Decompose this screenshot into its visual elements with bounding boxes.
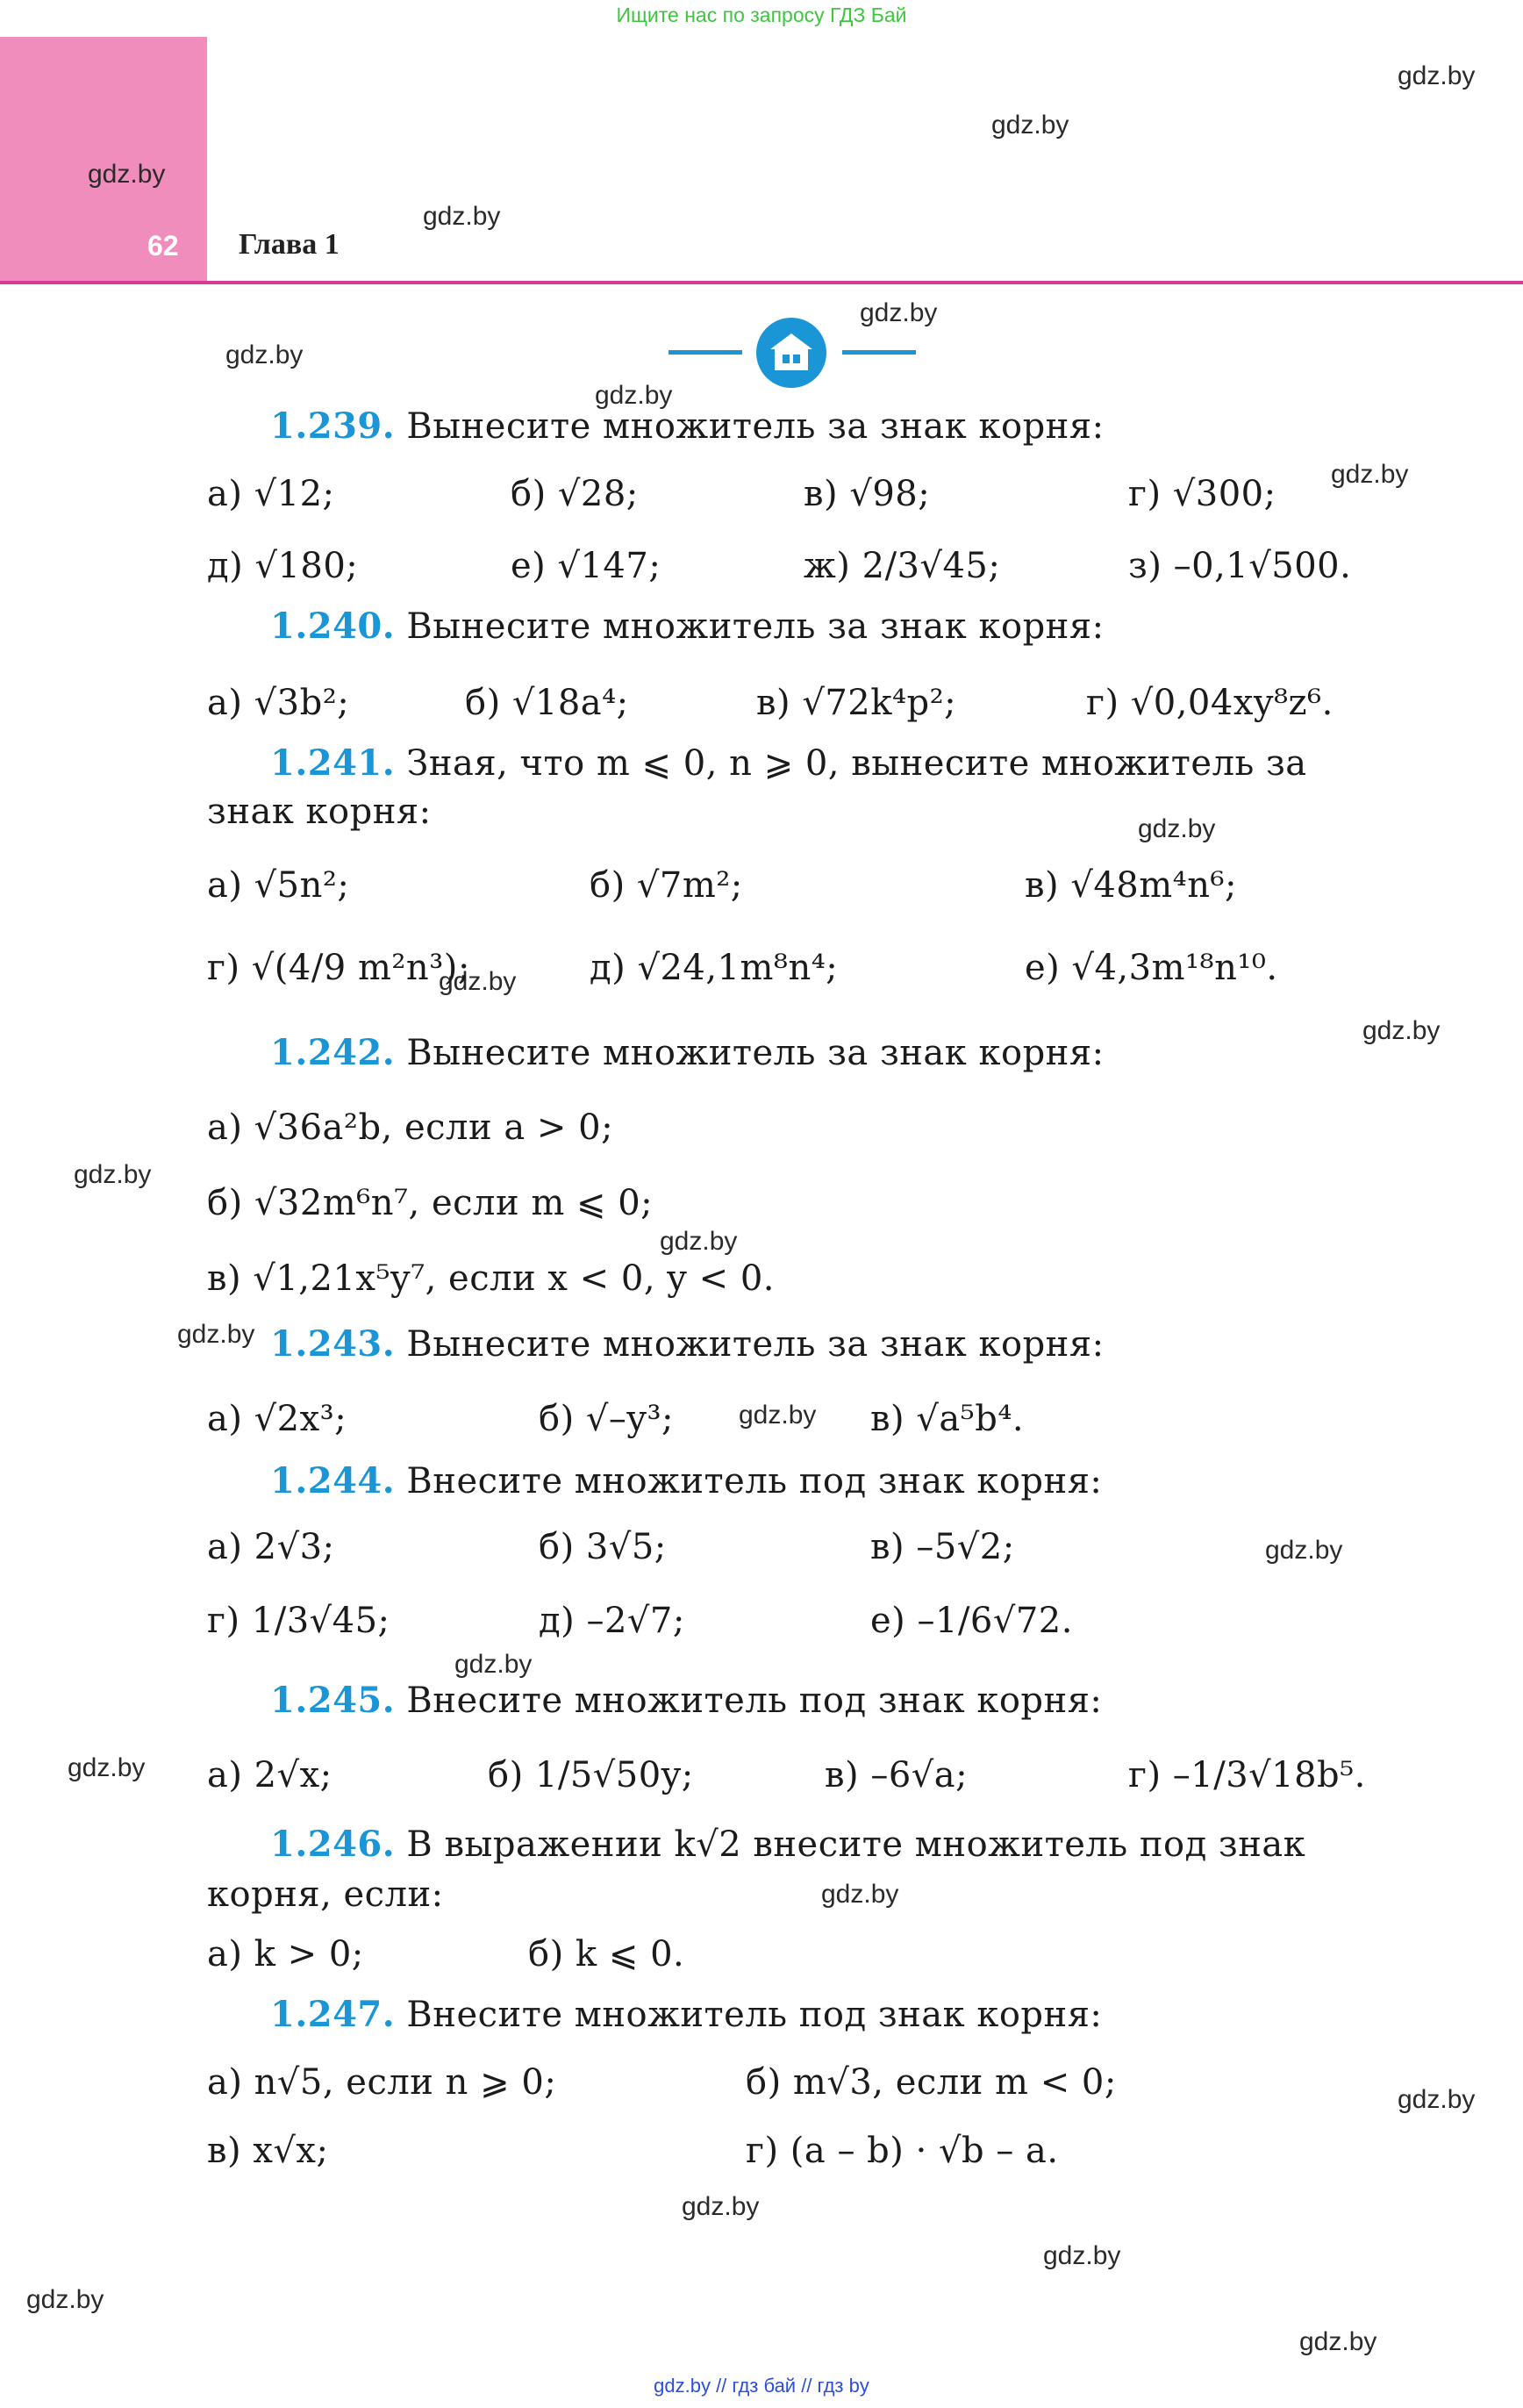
exercise-title: Вынесите множитель за знак корня: bbox=[406, 406, 1105, 447]
exercise-item: б) 1/5√50y; bbox=[488, 1755, 694, 1795]
watermark: gdz.by bbox=[991, 111, 1069, 140]
watermark: gdz.by bbox=[1265, 1536, 1343, 1565]
exercise-number: 1.244. bbox=[270, 1460, 396, 1501]
exercise-item: е) –1/6√72. bbox=[870, 1601, 1073, 1641]
exercise-title: Вынесите множитель за знак корня: bbox=[406, 1033, 1105, 1073]
top-banner: Ищите нас по запросу ГДЗ Бай bbox=[616, 4, 907, 26]
exercise-1-243-heading bbox=[270, 1323, 1105, 1365]
watermark: gdz.by bbox=[1362, 1016, 1441, 1045]
exercise-1-240-heading bbox=[270, 606, 1105, 647]
home-icon bbox=[756, 318, 826, 388]
exercise-item: г) √(4/9 m²n³); bbox=[207, 948, 470, 988]
exercise-item: ж) 2/3√45; bbox=[804, 546, 1001, 586]
watermark: gdz.by bbox=[595, 381, 673, 410]
exercise-title: Внесите множитель под знак корня: bbox=[406, 1681, 1103, 1721]
watermark: gdz.by bbox=[660, 1227, 738, 1256]
header-rule bbox=[0, 281, 1523, 284]
exercise-number: 1.247. bbox=[270, 1994, 396, 2035]
exercise-item: з) –0,1√500. bbox=[1128, 546, 1352, 586]
exercise-title: Внесите множитель под знак корня: bbox=[406, 1461, 1103, 1501]
chapter-title: Глава 1 bbox=[239, 228, 340, 261]
exercise-item: б) √7m²; bbox=[590, 865, 743, 906]
divider-right bbox=[842, 350, 916, 355]
exercise-title: Внесите множитель под знак корня: bbox=[406, 1995, 1103, 2035]
exercise-item: г) –1/3√18b⁵. bbox=[1128, 1755, 1366, 1795]
exercise-item: б) m√3, если m < 0; bbox=[746, 2062, 1117, 2103]
watermark: gdz.by bbox=[1331, 460, 1409, 489]
exercise-item: в) x√x; bbox=[207, 2131, 329, 2171]
exercise-item: б) √18a⁴; bbox=[465, 683, 629, 723]
watermark: gdz.by bbox=[439, 967, 517, 996]
exercise-number: 1.243. bbox=[270, 1323, 396, 1365]
watermark: gdz.by bbox=[1398, 2085, 1476, 2114]
watermark: gdz.by bbox=[682, 2192, 760, 2221]
exercise-item: в) √48m⁴n⁶; bbox=[1025, 865, 1237, 906]
watermark: gdz.by bbox=[739, 1401, 817, 1430]
exercise-item: б) √28; bbox=[511, 474, 639, 514]
watermark: gdz.by bbox=[860, 298, 938, 327]
watermark: gdz.by bbox=[1398, 61, 1476, 90]
exercise-item: б) k ⩽ 0. bbox=[528, 1934, 685, 1974]
exercise-item: б) √32m⁶n⁷, если m ⩽ 0; bbox=[207, 1183, 654, 1223]
exercise-title-continued: корня, если: bbox=[207, 1874, 444, 1915]
exercise-item: в) –5√2; bbox=[870, 1527, 1015, 1567]
exercise-item: в) √a⁵b⁴. bbox=[870, 1399, 1025, 1439]
exercise-item: г) √300; bbox=[1128, 474, 1276, 514]
exercise-title: Вынесите множитель за знак корня: bbox=[406, 1324, 1105, 1365]
exercise-item: а) √2x³; bbox=[207, 1399, 347, 1439]
exercise-item: а) √3b²; bbox=[207, 683, 350, 723]
exercise-item: а) √36a²b, если a > 0; bbox=[207, 1107, 614, 1148]
exercise-item: б) √–y³; bbox=[539, 1399, 674, 1439]
exercise-item: в) –6√a; bbox=[825, 1755, 969, 1795]
exercise-1-246-heading bbox=[270, 1824, 1305, 1865]
watermark: gdz.by bbox=[88, 160, 166, 189]
exercise-title-continued: знак корня: bbox=[207, 792, 432, 832]
watermark: gdz.by bbox=[26, 2285, 104, 2314]
watermark: gdz.by bbox=[74, 1160, 152, 1189]
exercise-item: в) √1,21x⁵y⁷, если x < 0, y < 0. bbox=[207, 1258, 775, 1299]
exercise-1-245-heading bbox=[270, 1680, 1102, 1721]
watermark: gdz.by bbox=[1299, 2327, 1377, 2356]
exercise-item: е) √4,3m¹⁸n¹⁰. bbox=[1025, 948, 1278, 988]
exercise-title: Зная, что m ⩽ 0, n ⩾ 0, вынесите множитель за bbox=[406, 743, 1307, 784]
exercise-item: а) √12; bbox=[207, 474, 335, 514]
watermark: gdz.by bbox=[1043, 2241, 1121, 2270]
exercise-item: в) √98; bbox=[804, 474, 931, 514]
exercise-1-242-heading bbox=[270, 1032, 1105, 1073]
exercise-item: а) 2√3; bbox=[207, 1527, 335, 1567]
watermark: gdz.by bbox=[68, 1753, 146, 1782]
exercise-item: а) √5n²; bbox=[207, 865, 350, 906]
exercise-number: 1.239. bbox=[270, 405, 396, 447]
exercise-item: г) 1/3√45; bbox=[207, 1601, 390, 1641]
exercise-number: 1.246. bbox=[270, 1824, 396, 1865]
divider-left bbox=[669, 350, 742, 355]
footer-links: gdz.by // гдз бай // гдз by bbox=[654, 2375, 869, 2397]
watermark: gdz.by bbox=[454, 1650, 533, 1679]
watermark: gdz.by bbox=[821, 1880, 899, 1909]
exercise-item: д) √24,1m⁸n⁴; bbox=[590, 948, 839, 988]
watermark: gdz.by bbox=[1138, 814, 1216, 843]
exercise-item: г) (a – b) · √b – a. bbox=[746, 2131, 1059, 2171]
exercise-title: Вынесите множитель за знак корня: bbox=[406, 606, 1105, 647]
exercise-item: д) √180; bbox=[207, 546, 359, 586]
exercise-item: а) k > 0; bbox=[207, 1934, 364, 1974]
exercise-number: 1.240. bbox=[270, 606, 396, 647]
exercise-number: 1.242. bbox=[270, 1032, 396, 1073]
exercise-1-247-heading bbox=[270, 1994, 1102, 2035]
watermark: gdz.by bbox=[225, 340, 304, 369]
exercise-item: а) 2√x; bbox=[207, 1755, 332, 1795]
watermark: gdz.by bbox=[177, 1320, 255, 1349]
exercise-title: В выражении k√2 внесите множитель под знак bbox=[406, 1824, 1306, 1865]
exercise-1-244-heading bbox=[270, 1460, 1102, 1501]
exercise-number: 1.241. bbox=[270, 742, 396, 784]
exercise-number: 1.245. bbox=[270, 1680, 396, 1721]
page-number: 62 bbox=[147, 230, 179, 262]
exercise-item: г) √0,04xy⁸z⁶. bbox=[1086, 683, 1334, 723]
exercise-item: а) n√5, если n ⩾ 0; bbox=[207, 2062, 557, 2103]
exercise-1-239-heading bbox=[270, 405, 1105, 447]
watermark: gdz.by bbox=[423, 202, 501, 231]
exercise-item: е) √147; bbox=[511, 546, 661, 586]
exercise-1-241-heading bbox=[270, 742, 1307, 784]
exercise-item: д) –2√7; bbox=[539, 1601, 685, 1641]
exercise-item: б) 3√5; bbox=[539, 1527, 667, 1567]
exercise-item: в) √72k⁴p²; bbox=[756, 683, 957, 723]
